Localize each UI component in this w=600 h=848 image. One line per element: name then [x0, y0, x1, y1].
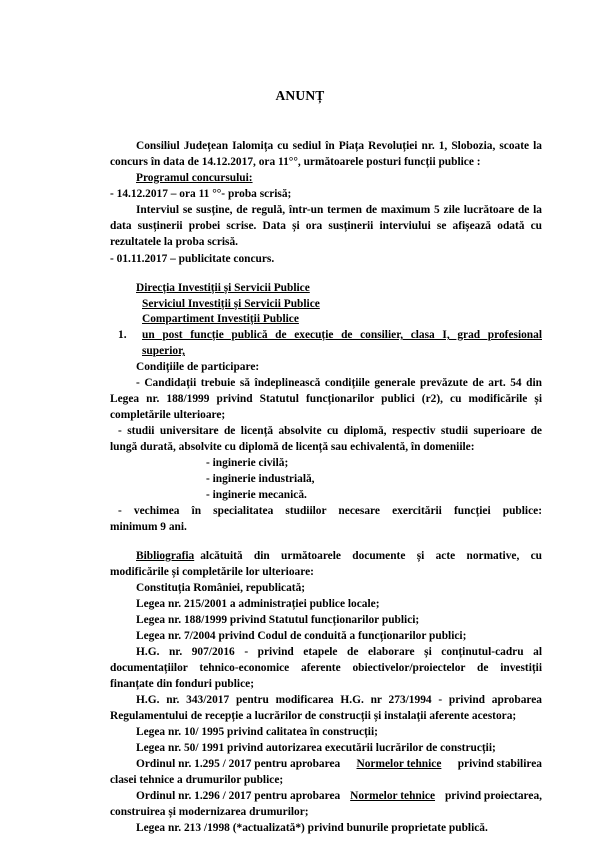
- bibliography-item-continued: documentațiilor tehnico-economice aferente obiectivelor/proiectelor de investiții: [110, 662, 542, 674]
- seniority-line-2: minimum 9 ani.: [110, 521, 187, 533]
- bibliography-item-continued: Regulamentului de recepție a lucrărilor de construcții și instalații aferente acestora;: [110, 710, 517, 722]
- page-title: ANUNȚ: [275, 88, 325, 103]
- interview-line-1: Interviul se susține, de regulă, într-un termen de maximum 5 zile lucrătoare de la: [136, 204, 542, 216]
- bibliography-item: Legea nr. 50/ 1991 privind autorizarea executării lucrărilor de construcții;: [136, 742, 496, 754]
- domain-item: - inginerie mecanică.: [206, 489, 307, 501]
- post-line-1: un post funcție publică de execuție de consilier, clasa I, grad profesional: [142, 329, 542, 341]
- bibliography-item: H.G. nr. 907/2016 - privind etapele de elaborare și conținutul-cadru al: [136, 646, 542, 658]
- bibliography-item: Legea nr. 188/1999 privind Statutul funcționarilor publici;: [136, 614, 420, 626]
- domain-item: - inginerie industrială,: [206, 473, 315, 485]
- post-line-2: superior,: [142, 345, 185, 357]
- order-1296-norms: Normelor tehnice: [350, 790, 436, 802]
- general-conditions-line-3: completările ulterioare;: [110, 409, 226, 421]
- program-heading: Programul concursului:: [136, 172, 253, 184]
- bibliography-item: Constituția României, republicată;: [136, 582, 306, 594]
- post-number: 1.: [118, 329, 127, 341]
- compartment-heading: Compartiment Investiții Publice: [142, 313, 299, 325]
- bibliography-item: Legea nr. 215/2001 a administrației publice locale;: [136, 598, 380, 610]
- order-1296-tail: privind proiectarea,: [444, 790, 542, 802]
- directorate-heading: Direcția Investiții și Servicii Publice: [136, 282, 310, 294]
- written-exam-line: - 14.12.2017 – ora 11 °°- proba scrisă;: [110, 188, 292, 200]
- publicity-line: - 01.11.2017 – publicitate concurs.: [110, 253, 275, 265]
- general-conditions-line-2: Legea nr. 188/1999 privind Statutul funcționarilor publici (r2), cu modificările și: [110, 393, 542, 405]
- order-1295-text: Ordinul nr. 1.295 / 2017 pentru aprobarea: [136, 758, 341, 770]
- bibliography-item: H.G. nr. 343/2017 pentru modificarea H.G. nr 273/1994 - privind aprobarea: [136, 694, 542, 706]
- bibliography-item: [136, 758, 542, 771]
- bibliography-line-2: modificările și completările lor ulterioare:: [110, 566, 314, 578]
- studies-line-1: - studii universitare de licență absolvite cu diplomă, respectiv studii superioare de: [118, 425, 542, 437]
- order-1295-tail: privind stabilirea: [457, 758, 542, 770]
- domain-item: - inginerie civilă;: [206, 457, 289, 469]
- intro-line-2: concurs în data de 14.12.2017, ora 11°°, următoarele posturi funcții publice :: [110, 156, 481, 168]
- bibliography-item-continued: clasei tehnice a drumurilor publice;: [110, 774, 284, 786]
- intro-line-1: Consiliul Județean Ialomița cu sediul în Piața Revoluției nr. 1, Slobozia, scoate la: [136, 140, 542, 152]
- studies-line-2: lungă durată, absolvite cu diplomă de licență sau echivalentă, în domeniile:: [110, 441, 475, 453]
- bibliography-label: Bibliografia: [136, 550, 195, 562]
- bibliography-item: Legea nr. 7/2004 privind Codul de conduită a funcționarilor publici;: [136, 630, 467, 642]
- bibliography-item: Legea nr. 213 /1998 (*actualizată*) privind bunurile proprietate publică.: [136, 822, 488, 834]
- service-heading: Serviciul Investiții și Servicii Publice: [142, 298, 320, 310]
- conditions-heading: Condițiile de participare:: [136, 361, 260, 373]
- bibliography-intro: alcătuită din următoarele documente și acte normative, cu: [200, 550, 542, 562]
- interview-line-2: data susținerii probei scrise. Data și ora susținerii interviului se afișează odată cu: [110, 220, 542, 232]
- seniority-line-1: - vechimea în specialitatea studiilor necesare exercitării funcției publice:: [118, 505, 542, 517]
- interview-line-3: rezultatele la proba scrisă.: [110, 236, 239, 248]
- bibliography-item: [136, 790, 542, 803]
- order-1295-norms: Normelor tehnice: [356, 758, 442, 770]
- bibliography-item-continued: finanțate din fonduri publice;: [110, 678, 254, 690]
- bibliography-item: Legea nr. 10/ 1995 privind calitatea în construcții;: [136, 726, 378, 738]
- bibliography-item-continued: construirea și modernizarea drumurilor;: [110, 806, 309, 818]
- bibliography-line-1: [136, 550, 542, 563]
- general-conditions-line-1: - Candidații trebuie să îndeplinească condițiile generale prevăzute de art. 54 din: [136, 377, 542, 389]
- order-1296-text: Ordinul nr. 1.296 / 2017 pentru aprobarea: [136, 790, 341, 802]
